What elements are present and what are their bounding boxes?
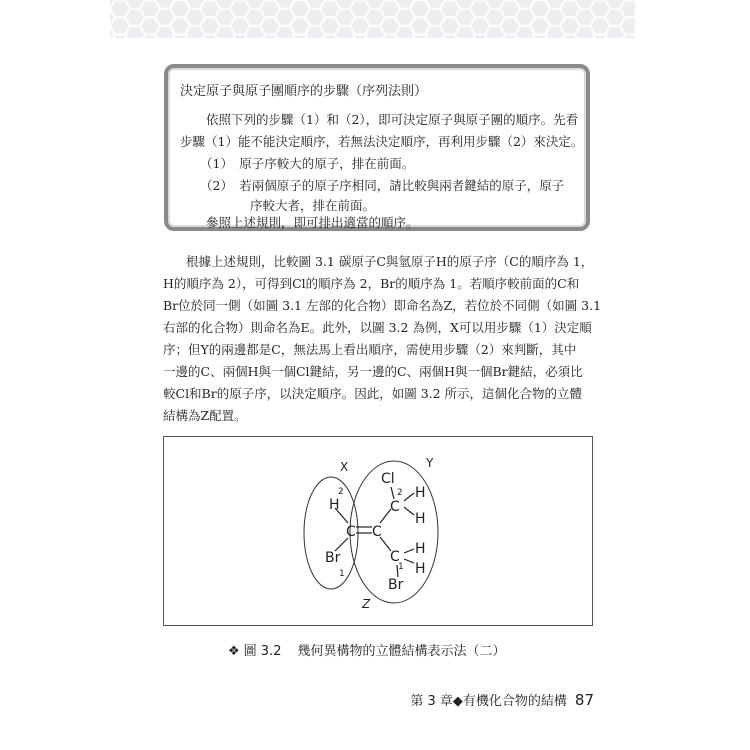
- page-footer: [410, 690, 594, 709]
- body-line-7: 較Cl和Br的原子序，以決定順序。因此，如圖 3.2 所示，這個化合物的立體: [163, 386, 583, 401]
- body-line-4: 右部的化合物）則命名為E。此外，以圖 3.2 為例，X可以用步驟（1）決定順: [163, 320, 592, 335]
- rule-line-1: 依照下列的步驟（1）和（2），即可決定原子與原子團的順序。先看: [206, 112, 579, 127]
- rule-line-summary: 參照上述規則，即可排出適當的順序。: [206, 215, 419, 230]
- body-line-8: 結構為Z配置。: [163, 408, 247, 423]
- group-y-label: Y: [426, 456, 434, 470]
- rule-line-2: 步驟（1）能不能決定順序，若無法決定順序，再利用步驟（2）來決定。: [180, 134, 584, 149]
- atom-h-upper-1: H: [415, 485, 426, 501]
- group-x-label: X: [340, 460, 349, 474]
- configuration-z-label: Z: [362, 597, 371, 611]
- atom-br-bottom: Br: [388, 577, 404, 593]
- body-line-3: Br位於同一側（如圖 3.1 左部的化合物）即命名為Z，若位於不同側（如圖 3.1: [163, 298, 602, 313]
- page-number: 87: [574, 691, 594, 709]
- sequence-rule-box: [164, 64, 590, 231]
- rule-step-1: （1） 原子序較大的原子，排在前面。: [200, 156, 415, 171]
- body-line-2: H的順序為 2），可得到Cl的順序為 2，Br的順序為 1。若順序較前面的C和: [163, 276, 580, 291]
- atom-c-right: C: [372, 524, 382, 540]
- atom-c-lower: C: [390, 549, 400, 565]
- atom-h-left: H: [329, 497, 340, 513]
- rule-step-2-continued: 序較大者，排在前面。: [250, 198, 376, 213]
- atom-c-upper: C: [390, 499, 400, 515]
- body-line-1: 根據上述規則，比較圖 3.1 碳原子C與氫原子H的原子序（C的順序為 1，: [186, 254, 594, 269]
- atom-h-lower-2: H: [415, 561, 426, 577]
- header-pattern-band: [110, 0, 635, 38]
- atom-cl-top: Cl: [381, 471, 395, 487]
- rule-step-2: （2） 若兩個原子的原子序相同，請比較與兩者鍵結的原子，原子: [200, 178, 565, 193]
- geometric-isomer-diagram: [164, 437, 592, 625]
- atom-c-left: C: [346, 524, 356, 540]
- chapter-title: 第 3 章◆有機化合物的結構: [410, 694, 567, 709]
- priority-2-upper: 2: [397, 488, 403, 498]
- caption-text: 幾何異構物的立體結構表示法（二）: [297, 644, 506, 659]
- priority-1-left: 1: [339, 569, 345, 579]
- figure-3-2-frame: [163, 436, 593, 626]
- priority-1-lower: 1: [398, 562, 404, 572]
- priority-2-left: 2: [338, 487, 344, 497]
- atom-h-upper-2: H: [415, 511, 426, 527]
- caption-label: 圖 3.2: [243, 644, 282, 659]
- caption-marker-icon: ❖: [228, 644, 240, 659]
- hexagon-pattern: [110, 0, 635, 38]
- atom-h-lower-1: H: [415, 541, 426, 557]
- body-line-5: 序；但Y的兩邊都是C，無法馬上看出順序，需使用步驟（2）來判斷，其中: [163, 342, 577, 357]
- body-line-6: 一邊的C、兩個H與一個Cl鍵結，另一邊的C、兩個H與一個Br鍵結，必須比: [163, 364, 583, 379]
- figure-caption: [228, 640, 505, 659]
- atom-br-left: Br: [325, 550, 341, 566]
- rule-box-title: 決定原子與原子團順序的步驟（序列法則）: [180, 84, 428, 99]
